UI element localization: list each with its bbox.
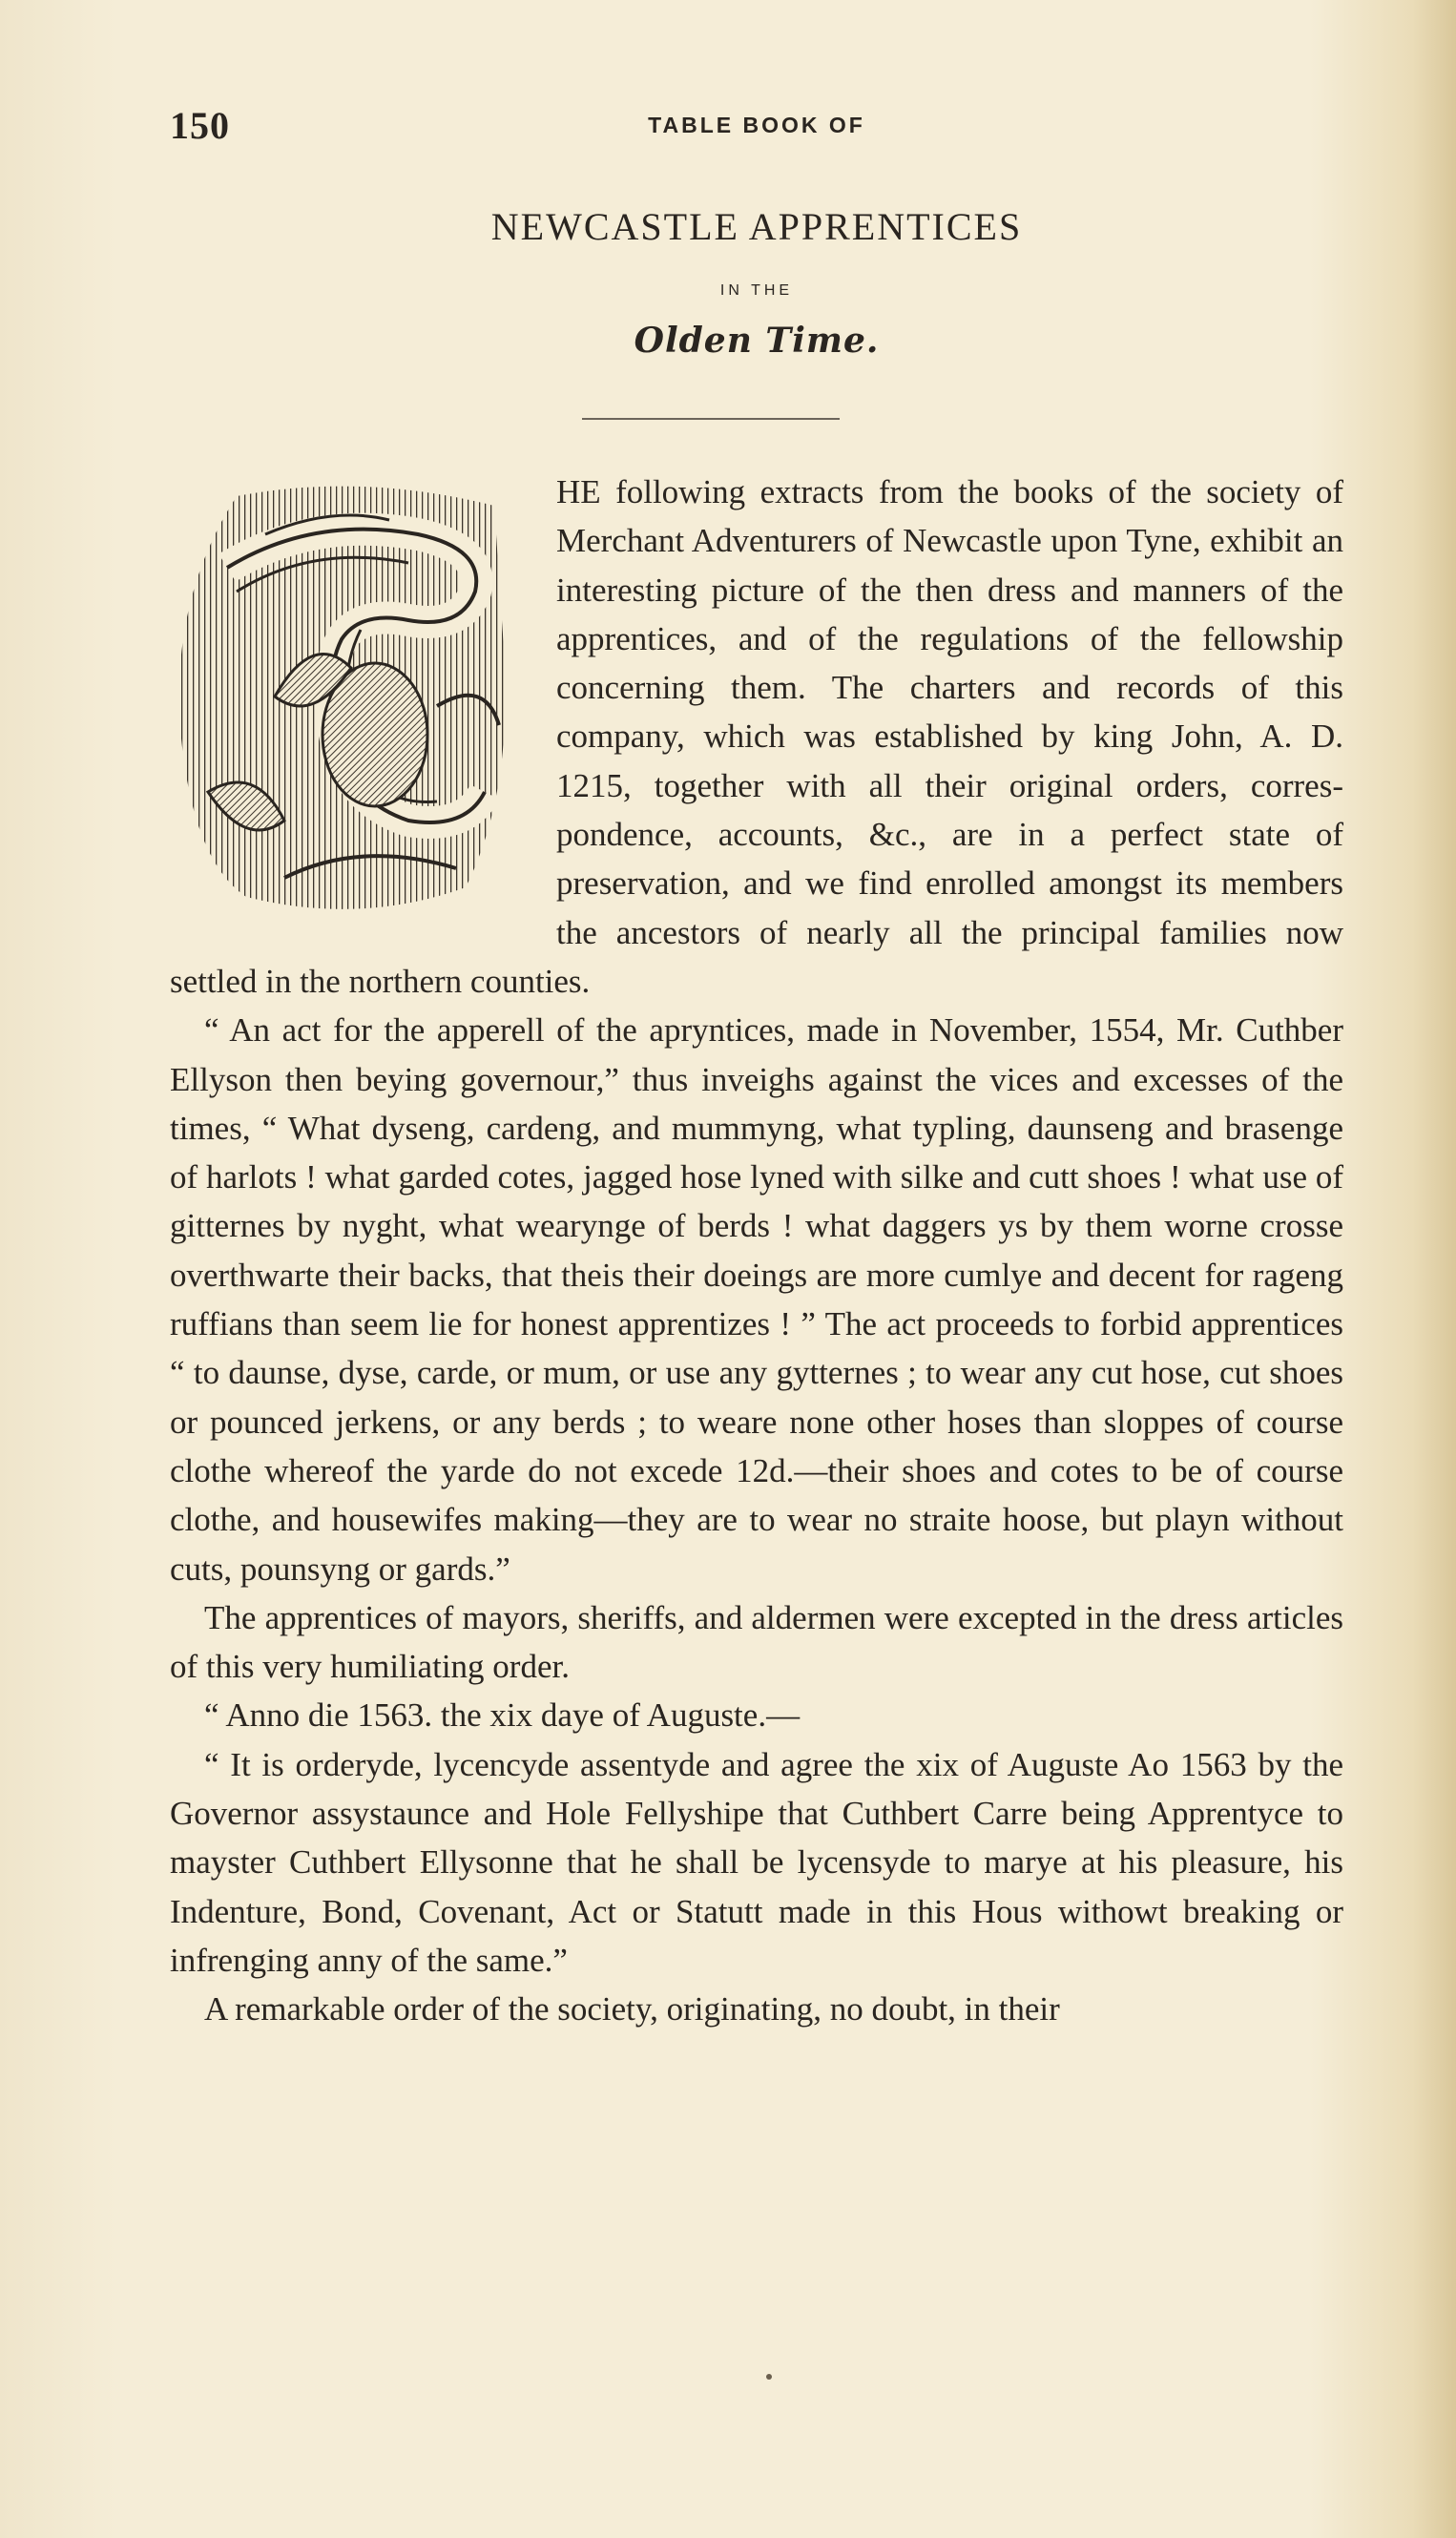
chapter-title: [170, 200, 1343, 361]
paragraph-2: “ An act for the apperell of the apryntices, made in November, 1554, Mr. Cuthber Ellyson then beying governour,” thus inveighs against the vices and excesses of the times, “ What dyseng, cardeng, and mummyng, what typling, daunseng and brasenge of harlots ! what garded cotes, jagged hose lyned with silke and cutt shoes ! what use of gitternes by nyght, what wearynge of berds ! what daggers ys by them worne crosse overthwarte their backs, that theis their doeings are more cumlye and decent for rageng ruffians than seem lie for honest apprentizes ! ” The act proceeds to forbid apprentices “ to daunse, dyse, carde, or mum, or use any gytternes ; to wear any cut hose, cut shoes or pounced jerkens, or any berds ; to weare none other hoses than sloppes of course clothe whereof the yarde do not excede 12d.—their shoes and cotes to be of course clothe, and housewifes making—they are to wear no straite hoose, but playn without cuts, pounsyng or gards.”: [170, 1011, 1343, 1588]
paragraph-1: HE following extracts from the books of the society of Merchant Adventurers of Newcastle upon Tyne, exhibit an interesting picture of the then dress and manners of the apprentices, and of the regulations of the fellowship concerning them. The charters and records of this company, which was established by king John, A. D. 1215, together with all their original orders, correspondence, accounts, &c., are in a perfect state of preservation, and we find enrolled amongst its members the ancestors of nearly all the principal families now settled in the northern counties.: [170, 473, 1343, 1000]
paragraph-4: “ Anno die 1563. the xix daye of Auguste.—: [204, 1696, 801, 1735]
page-number: 150: [170, 104, 230, 147]
title-line-gothic: Olden Time.: [634, 321, 880, 361]
title-divider: [582, 418, 840, 420]
title-line-sub: IN THE: [719, 282, 794, 299]
paragraph-5: “ It is orderyde, lycencyde assentyde and agree the xix of Auguste Ao 1563 by the Governor assystaunce and Hole Fellyshipe that Cuthbert Carre being Apprentyce to mayster Cuthbert Ellysonne that he shall be lycensyde to marye at his pleasure, his Indenture, Bond, Covenant, Act or Statutt made in this Hous withowt breaking or infrenging anny of the same.”: [170, 1745, 1343, 1979]
running-head: [170, 103, 1343, 151]
title-line-main: NEWCASTLE APPRENTICES: [490, 205, 1023, 248]
paragraph-6: A remarkable order of the society, originating, no doubt, in their: [204, 1990, 1060, 2028]
paragraph-3: The apprentices of mayors, sheriffs, and aldermen were excepted in the dress articles of this very humiliating order.: [170, 1598, 1343, 1686]
page-speck: [766, 2374, 772, 2380]
body-text: [170, 468, 1343, 2034]
drop-cap-space: [170, 475, 556, 914]
running-title: TABLE BOOK OF: [648, 113, 865, 137]
